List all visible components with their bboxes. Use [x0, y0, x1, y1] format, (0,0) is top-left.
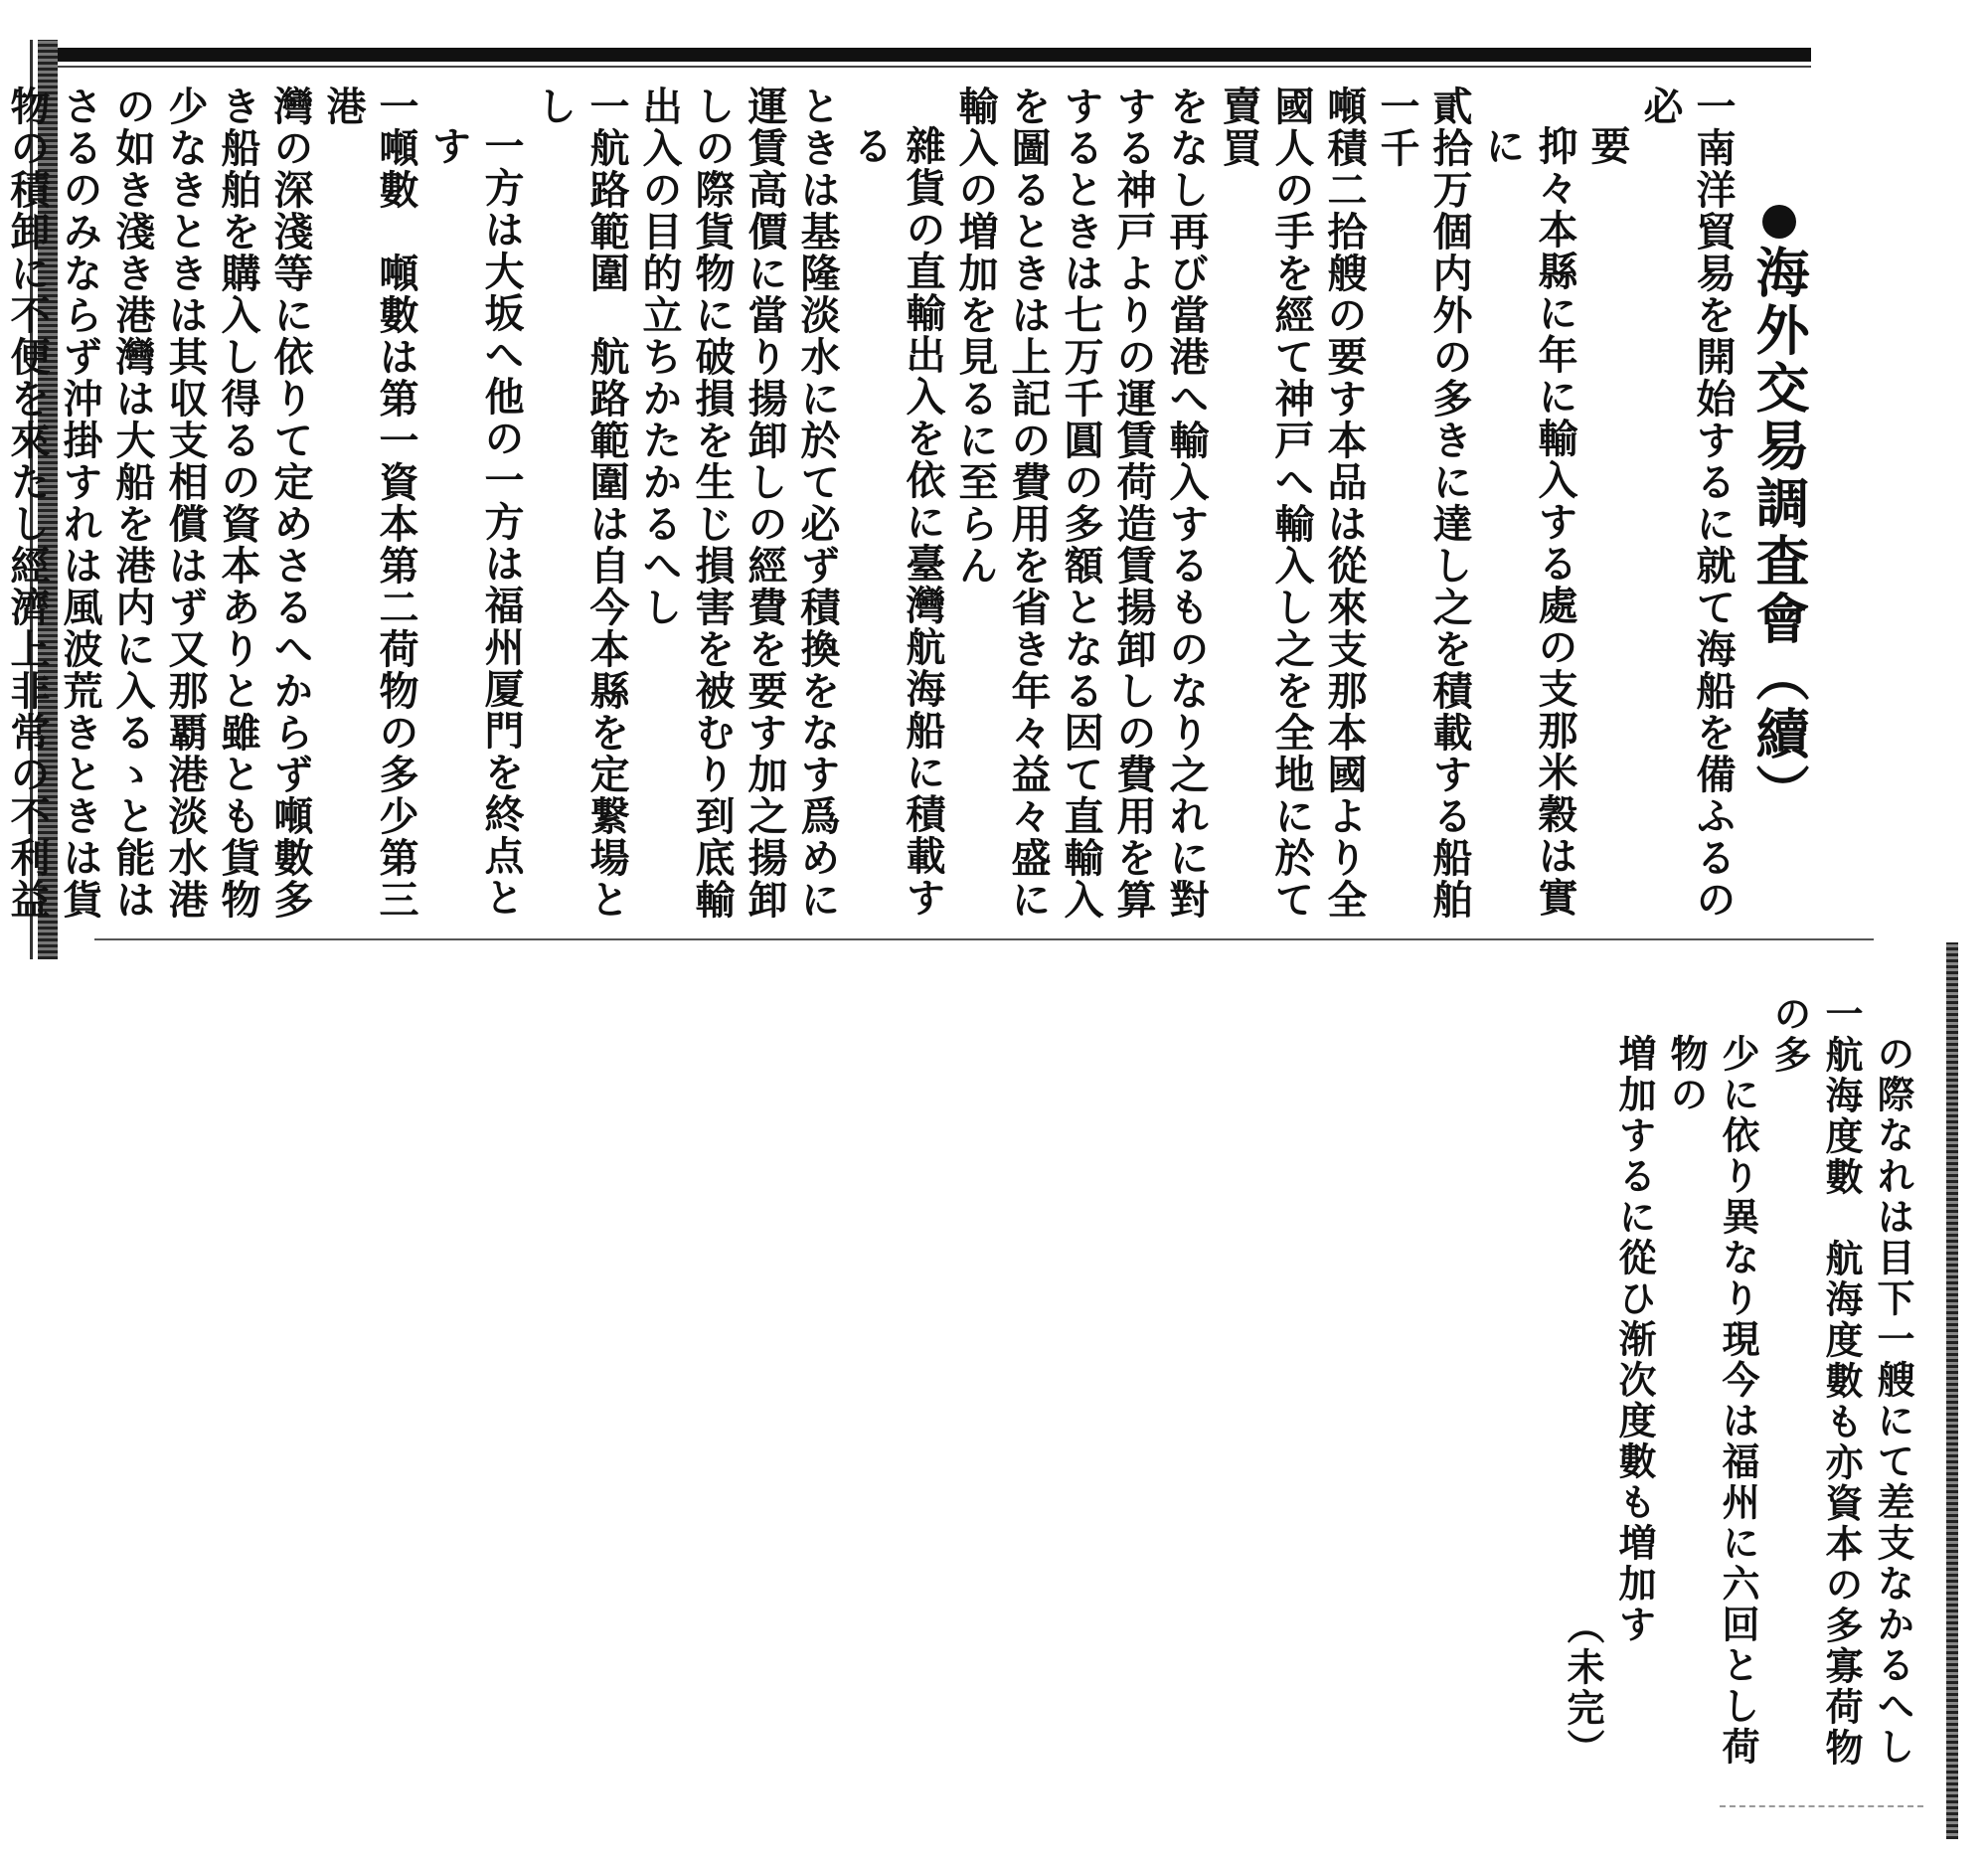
right-border-hatch [1946, 942, 1958, 1839]
article-line: 輸入の増加を見るに至らん [952, 85, 999, 587]
article-line: 運賃高價に當り揚卸しの經費を要す加之揚卸 [742, 85, 788, 921]
article-continuation-block [1561, 994, 1918, 1770]
article-title: 海外交易調査會（續） [1747, 245, 1811, 821]
article-line: をなし再び當港へ輸入するものなり之れに對 [1163, 85, 1210, 921]
article-line: しの際貨物に破損を生じ損害を被むり到底輸 [689, 85, 736, 921]
article-line: ときは基隆淡水に於て必ず積換をなす爲めに [794, 85, 841, 921]
article-line [0, 85, 1, 932]
continuation-line: 一航海度數 航海度數も亦資本の多寡荷物の多 [1767, 994, 1864, 1769]
article-line: 國人の手を經て神戸へ輸入し之を全地に於て賣買 [1216, 85, 1315, 921]
article-title-column [1740, 85, 1819, 932]
continuation-line: 増加するに從ひ渐次度數も増加す [1612, 1034, 1657, 1645]
article-line: 灣の深淺等に依りて定めさるへからず噸數多 [267, 85, 314, 921]
article-line: 要 [1584, 125, 1631, 167]
continuation-line: 少に依り異なり現今は福州に六回とし荷物の [1664, 1034, 1760, 1768]
section-divider-rule [94, 938, 1874, 940]
article-line: 抑々本縣に年に輸入する處の支那米穀は實に [1479, 125, 1578, 919]
article-line: 一南洋貿易を開始するに就て海船を備ふるの必 [1637, 85, 1737, 921]
title-bullet-icon [1762, 205, 1796, 239]
article-line: 雜貨の直輸出入を依に臺灣航海船に積載する [847, 125, 946, 919]
article-line: する神戸よりの運賃荷造賃揚卸しの費用を算 [1110, 85, 1157, 921]
article-upper-block [4, 85, 1819, 932]
article-line: 出入の目的立ちかたかるへし [636, 85, 683, 628]
article-line: を圖るときは上記の費用を省き年々益々盛に [1005, 85, 1052, 921]
article-line: 少なきときは其収支相償はず又那覇港淡水港 [162, 85, 209, 921]
article-line: さるのみならず沖掛すれは風波荒きときは貨 [57, 85, 103, 921]
article-line: 貳拾万個内外の多きに達し之を積載する船舶一千 [1374, 85, 1473, 921]
article-line: 一噸數 噸數は第一資本第二荷物の多少第三港 [320, 85, 419, 921]
continuation-line: の際なれは目下一艘にて差支なかるへし [1871, 1034, 1915, 1768]
to-be-continued-mark: （未完） [1561, 1607, 1605, 1770]
top-heavy-rule [58, 48, 1811, 62]
article-line: の如き淺き港灣は大船を港内に入るゝと能は [109, 85, 156, 921]
article-line: き船舶を購入し得るの資本ありと雖とも貨物 [215, 85, 261, 921]
article-line: 一方は大坂へ他の一方は福州厦門を終点とす [425, 125, 525, 919]
article-line: 一航路範圍 航路範圍は自今本縣を定繋場とし [531, 85, 630, 921]
article-line: するときは七万千圓の多額となる因て直輸入 [1058, 85, 1104, 921]
top-thin-rule [58, 66, 1811, 68]
bottom-dashed-rule [1720, 1805, 1923, 1807]
article-line: 噸積二拾艘の要す本品は從來支那本國より全 [1321, 85, 1368, 921]
article-line: 物の積卸に不便を來たし經濟上非常の不利益 [4, 85, 51, 921]
